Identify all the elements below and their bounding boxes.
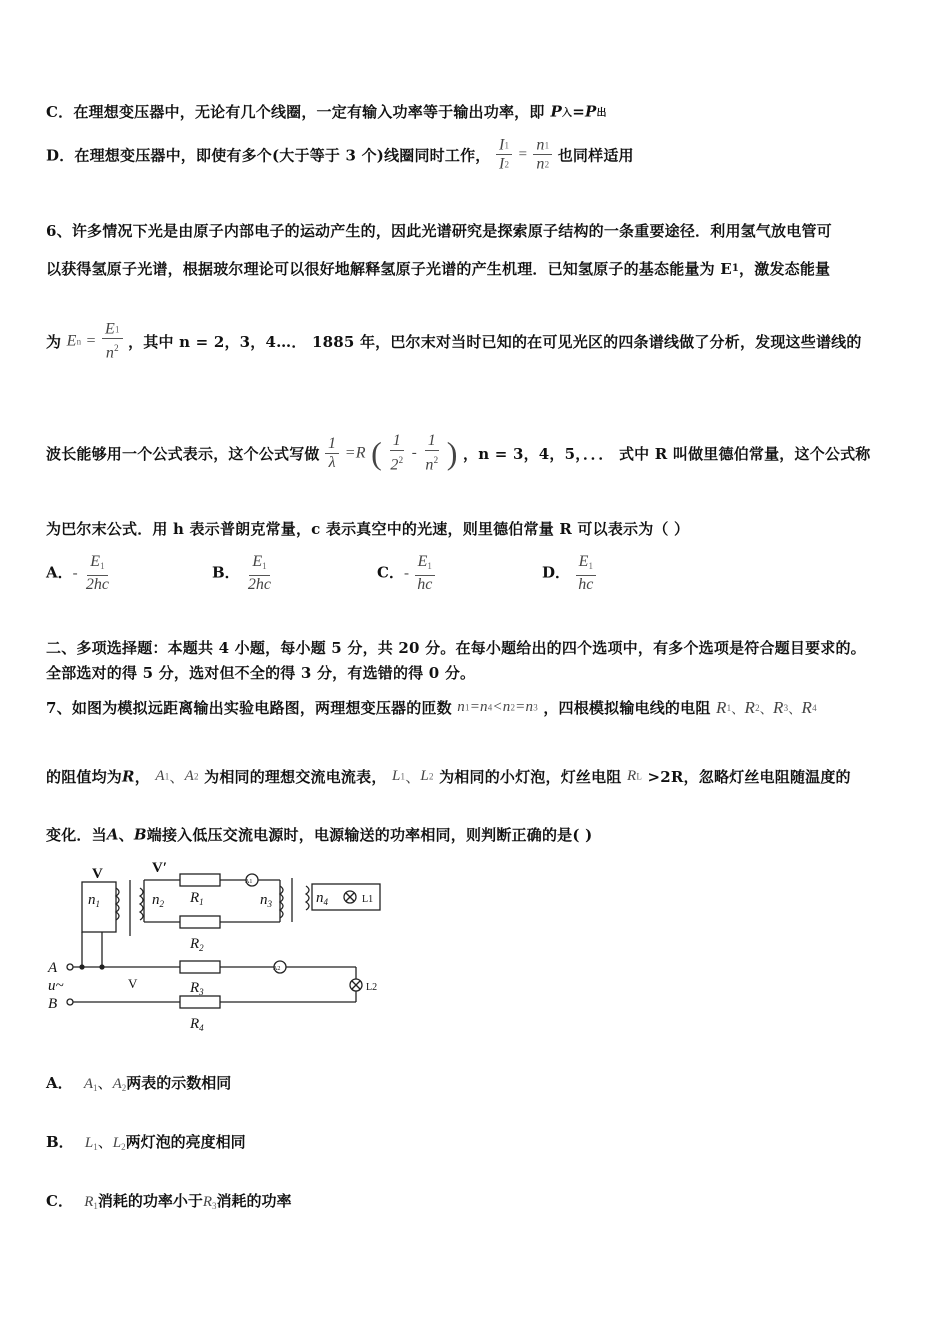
q7-label-n2: $n_2$ [152,892,164,909]
q7-resistors: R1、R2、R3、R4 [715,698,817,718]
q7-label-u: u~ [48,978,64,994]
q6-energy-fraction: $\frac{E1}{n^2}$ [102,320,123,363]
q6-line-1: 6、许多情况下光是由原子内部电子的运动产生的，因此光谱研究是探索原子结构的一条重要途径．利用氢气放电管可 [46,222,832,240]
q7-resistor-r3 [180,961,220,973]
q7-resistor-r1 [180,874,220,886]
q5-d-eq: = [517,146,528,163]
q6-option-b[interactable]: B． $\frac{E_1}{2hc}$ [212,553,272,593]
q7-label-r3: $R_3$ [190,980,204,997]
q5-d-suffix: 也同样适用 [557,146,634,165]
q7-line-2: 的阻值均为R， A1、A2 为相同的理想交流电流表， L1、L2 为相同的小灯泡，灯丝电阻 RL >2R，忽略灯丝电阻随温度的 [46,767,851,786]
q7-label-a2: A2 [273,966,281,972]
q7-ammeters: A1、A2 [155,768,199,786]
q6-balmer-lhs: $\frac{1}{\lambda}$ [325,435,339,472]
q7-label-n1: $n_1$ [88,892,100,909]
q6-line-3: 为 En = $\frac{E1}{n^2}$ ，其中 n = 2，3，4…． 1885 年，巴尔末对当时已知的在可见光区的四条谱线做了分析，发现这些谱线的 [46,320,862,362]
q5-d-fraction-turns: $\frac{n1}{n2}$ [533,136,552,174]
q7-label-v-lower: V [128,976,138,991]
q7-option-c[interactable]: C． $R_1$消耗的功率小于$R_3$消耗的功率 [46,1192,292,1211]
q7-label-l2: L2 [366,982,378,993]
q7-label-l1: L1 [362,894,374,905]
q7-label-a1: A1 [245,879,253,885]
q7-resistor-r4 [180,996,220,1008]
q7-label-b: B [48,996,58,1012]
q5-c-text: C．在理想变压器中，无论有几个线圈，一定有输入功率等于输出功率，即 [46,103,545,121]
q7-label-n3: $n_3$ [260,892,272,909]
q6-line-5: 为巴尔末公式．用 h 表示普朗克常量，c 表示真空中的光速，则里德伯常量 R 可以表示为（ ） [46,520,690,538]
section2-line-1: 二、多项选择题：本题共 4 小题，每小题 5 分，共 20 分。在每小题给出的四个选项中，有多个选项是符合题目要求的。 [46,639,866,657]
q6-line-4: 波长能够用一个公式表示，这个公式写做 $\frac{1}{\lambda}$ =R ( $\frac{1}{2^2}$ - $\frac{1}{n^2}$ ) ，n = 3，4，5，．．． 式中 R 叫做里德伯常量，这个公式称 [46,432,871,474]
q7-label-a: A [48,960,58,976]
q5-c-eq: = [572,102,586,121]
q6-balmer-term2: $\frac{1}{n^2}$ [425,432,439,474]
q6-balmer-term1: $\frac{1}{2^2}$ [390,432,404,474]
q7-terminal-a [67,964,73,970]
q7-option-b[interactable]: B． $L_1$、$L_2$两灯泡的亮度相同 [46,1133,246,1152]
q5-d-text: D．在理想变压器中，即使有多个(大于等于 3 个)线圈同时工作， [46,146,491,165]
q6-balmer-r: =R [344,444,366,462]
q5-option-c [46,101,607,122]
q5-d-fraction-current: $\frac{I1}{I2}$ [496,136,512,174]
q7-lamps: L1、L2 [391,768,434,786]
q7-line-3: 变化．当A、B端接入低压交流电源时，电源输送的功率相同，则判断正确的是( ) [46,825,593,844]
q7-circuit-diagram [44,852,394,1037]
q7-turns-relation: n1=n4<n2=n3 [457,699,538,716]
q7-option-a[interactable]: A． $A_1$、$A_2$两表的示数相同 [46,1074,232,1093]
q7-terminal-b [67,999,73,1005]
q7-label-r2: $R_2$ [190,936,204,953]
q7-label-v: V [92,866,103,882]
q5-c-p-in: P [550,102,563,121]
q7-label-r1: $R_1$ [190,890,204,907]
section2-line-2: 全部选对的得 5 分，选对但不全的得 3 分，有选错的得 0 分。 [46,664,476,682]
q6-option-c[interactable]: C．- $\frac{E_1}{hc}$ [377,553,435,594]
q6-energy-formula: En = [66,332,97,350]
q6-option-d[interactable]: D． $\frac{E_1}{hc}$ [542,553,596,594]
q7-lamp-resistance: RL [626,768,643,785]
q5-c-in-sub: 入 [562,108,573,119]
q7-coil-n4 [306,886,309,910]
q6-option-a[interactable]: A．- $\frac{E_1}{2hc}$ [46,553,109,593]
q7-coil-n2 [140,888,143,920]
q5-c-p-out: P [585,102,597,121]
q5-c-out-sub: 出 [596,108,607,119]
q7-line-1: 7、如图为模拟远距离输出实验电路图，两理想变压器的匝数 n1=n4<n2=n3 ，四根模拟输电线的电阻 R1、R2、R3、R4 [46,698,817,718]
q7-resistor-r2 [180,916,220,928]
q6-balmer-minus: - [411,444,417,461]
q6-line-2: 以获得氢原子光谱，根据玻尔理论可以很好地解释氢原子光谱的产生机理．已知氢原子的基态能量为 E1，激发态能量 [46,260,831,278]
q7-label-vp: V′ [152,860,168,876]
q5-option-d [46,136,634,174]
q7-label-n4: $n_4$ [316,890,328,907]
q7-label-r4: $R_4$ [190,1016,204,1033]
